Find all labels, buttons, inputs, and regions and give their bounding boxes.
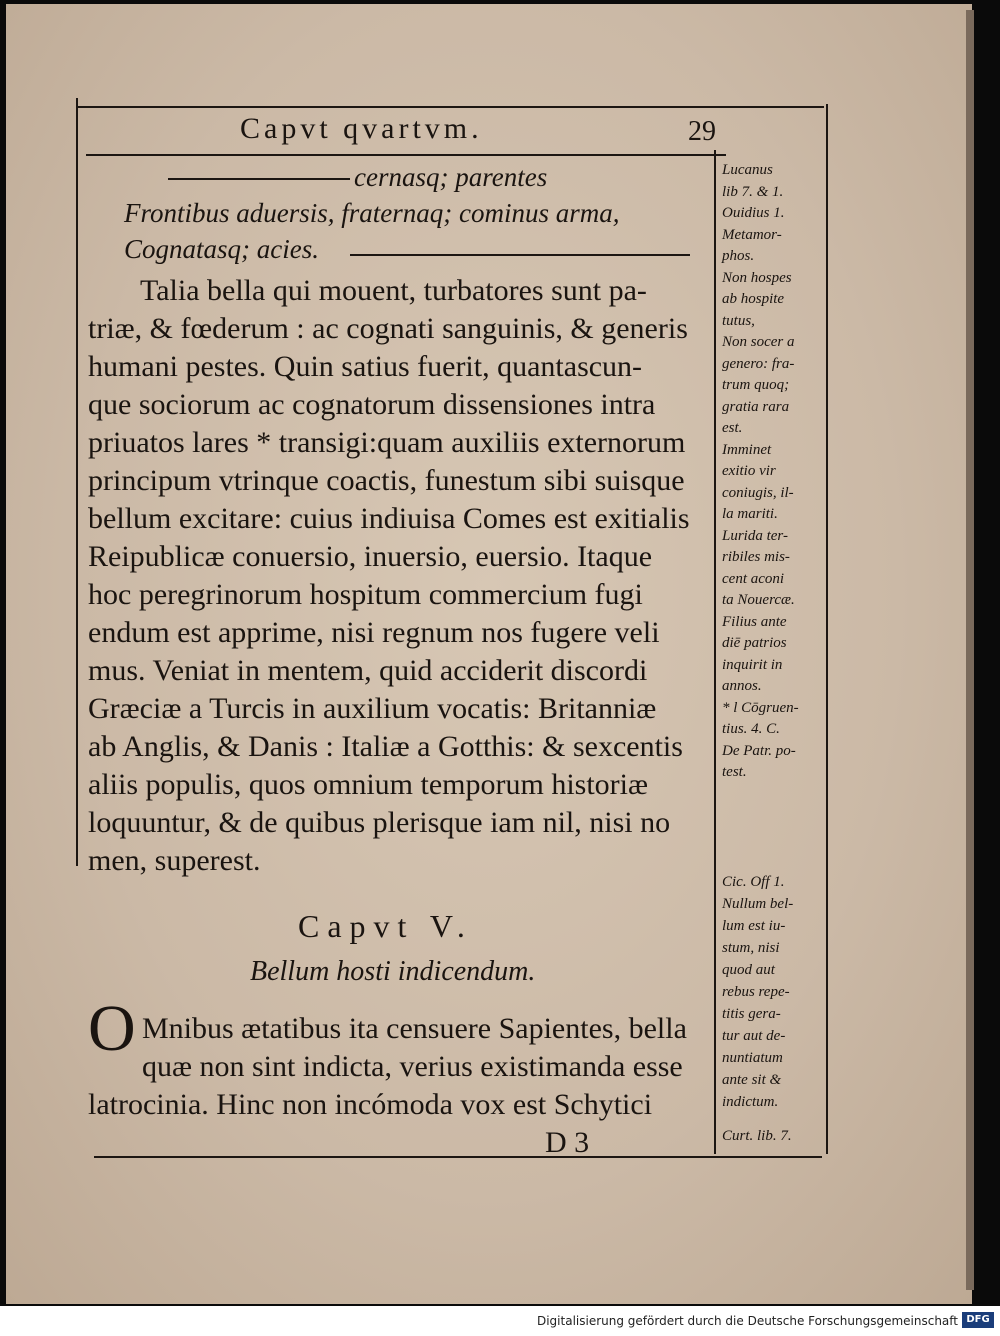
frame-header-rule — [86, 154, 726, 156]
margin-note-line: Imminet — [722, 441, 772, 458]
margin-note-line: ribiles mis- — [722, 549, 790, 565]
margin-note-line: ante sit & — [722, 1072, 782, 1088]
digitization-credit: Digitalisierung gefördert durch die Deutsche Forschungsgemeinschaft — [536, 1314, 958, 1328]
margin-note-line: tius. 4. C. — [722, 721, 780, 737]
margin-note-line: test. — [722, 764, 747, 780]
chapter-line: quæ non sint indicta, verius existimanda esse — [142, 1050, 683, 1083]
verse-leading-rule — [168, 178, 350, 180]
dfg-logo-icon: DFG — [962, 1312, 994, 1328]
chapter-line: Mnibus ætatibus ita censuere Sapientes, bella — [142, 1012, 687, 1045]
running-title: Capvt qvartvm. — [240, 112, 483, 145]
body-line: triæ, & fœderum : ac cognati sanguinis, & generis — [88, 312, 688, 345]
chapter-line: latrocinia. Hinc non incómoda vox est Schytici — [88, 1088, 653, 1121]
frame-bottom-rule — [94, 1156, 822, 1158]
verse-line: Cognatasq; acies. — [124, 234, 319, 264]
verse-trailing-rule — [350, 254, 690, 256]
body-line: humani pestes. Quin satius fuerit, quantascun- — [88, 350, 643, 383]
margin-note-line: cent aconi — [722, 570, 785, 587]
margin-note-line: Metamor- — [722, 226, 782, 243]
margin-note-line: Non hospes — [722, 269, 792, 286]
margin-note-line: stum, nisi — [722, 940, 780, 956]
margin-note-line: lum est iu- — [722, 918, 786, 934]
verse-line: cernasq; parentes — [354, 162, 548, 192]
margin-note-line: est. — [722, 420, 743, 436]
margin-note-line: Filius ante — [722, 613, 787, 630]
margin-note-line: quod aut — [722, 962, 775, 978]
body-line: aliis populis, quos omnium temporum historiæ — [88, 768, 649, 801]
chapter-subtitle: Bellum hosti indicendum. — [250, 956, 536, 987]
margin-note-line: la mariti. — [722, 506, 778, 522]
page-number: 29 — [688, 116, 716, 147]
body-line: Græciæ a Turcis in auxilium vocatis: Britanniæ — [88, 692, 657, 725]
margin-note-line: exitio vir — [722, 463, 776, 479]
margin-note-bottom: Curt. lib. 7. — [722, 1128, 792, 1144]
chapter-title: Capvt V. — [298, 908, 473, 944]
margin-note-line: De Patr. po- — [722, 742, 796, 759]
margin-note-line: genero: fra- — [722, 355, 795, 372]
frame-margin-right-rule — [826, 104, 828, 1154]
signature-mark: D 3 — [545, 1126, 590, 1159]
margin-note-line: ta Nouercæ. — [722, 592, 795, 608]
drop-cap: O — [88, 992, 136, 1065]
body-line: ab Anglis, & Danis : Italiæ a Gotthis: & sexcentis — [88, 730, 683, 763]
body-line: priuatos lares * transigi:quam auxiliis externorum — [88, 426, 686, 459]
body-line: loquuntur, & de quibus plerisque iam nil, nisi no — [88, 806, 671, 839]
frame-top-rule — [76, 106, 824, 108]
margin-note-line: phos. — [722, 248, 755, 264]
body-line: que sociorum ac cognatorum dissensiones intra — [88, 388, 656, 421]
margin-note-line: lib 7. & 1. — [722, 183, 784, 200]
margin-note-line: nuntiatum — [722, 1050, 783, 1066]
verse-line: Frontibus aduersis, fraternaq; cominus arma, — [124, 198, 620, 228]
frame-left-rule — [76, 98, 78, 866]
margin-note-line: indictum. — [722, 1094, 779, 1110]
body-line: men, superest. — [88, 844, 261, 877]
margin-note-line: Non socer a — [722, 334, 795, 350]
margin-note-line: Lurida ter- — [722, 527, 788, 544]
margin-note-line: Nullum bel- — [722, 896, 794, 912]
margin-note-line: rebus repe- — [722, 984, 790, 1000]
margin-note-line: diē patrios — [722, 635, 787, 651]
margin-note-line: ab hospite — [722, 291, 785, 307]
frame-right-rule — [714, 150, 716, 1154]
margin-note-line: Cic. Off 1. — [722, 874, 785, 890]
margin-note-line: tur aut de- — [722, 1028, 786, 1044]
margin-note-line: trum quoq; — [722, 377, 790, 393]
margin-note-line: gratia rara — [722, 398, 790, 415]
margin-note-line: Lucanus — [722, 162, 773, 178]
page-edge — [966, 10, 974, 1290]
body-line: mus. Veniat in mentem, quid acciderit discordi — [88, 654, 648, 687]
body-line: Talia bella qui mouent, turbatores sunt pa- — [140, 274, 647, 307]
margin-note-line: annos. — [722, 678, 762, 694]
body-line: Reipublicæ conuersio, inuersio, euersio. Itaque — [88, 540, 653, 573]
margin-note-line: Ouidius 1. — [722, 205, 785, 221]
body-line: principum vtrinque coactis, funestum sibi suisque — [88, 464, 685, 497]
body-line: hoc peregrinorum hospitum commercium fugi — [88, 578, 643, 611]
margin-note-line: tutus, — [722, 312, 755, 329]
body-line: bellum excitare: cuius indiuisa Comes est exitialis — [88, 502, 690, 535]
margin-note-line: inquirit in — [722, 656, 783, 673]
margin-note-line: titis gera- — [722, 1006, 781, 1022]
margin-note-line: coniugis, il- — [722, 484, 794, 501]
margin-note-line: * l Cōgruen- — [722, 699, 799, 716]
body-line: endum est apprime, nisi regnum nos fugere veli — [88, 616, 660, 649]
